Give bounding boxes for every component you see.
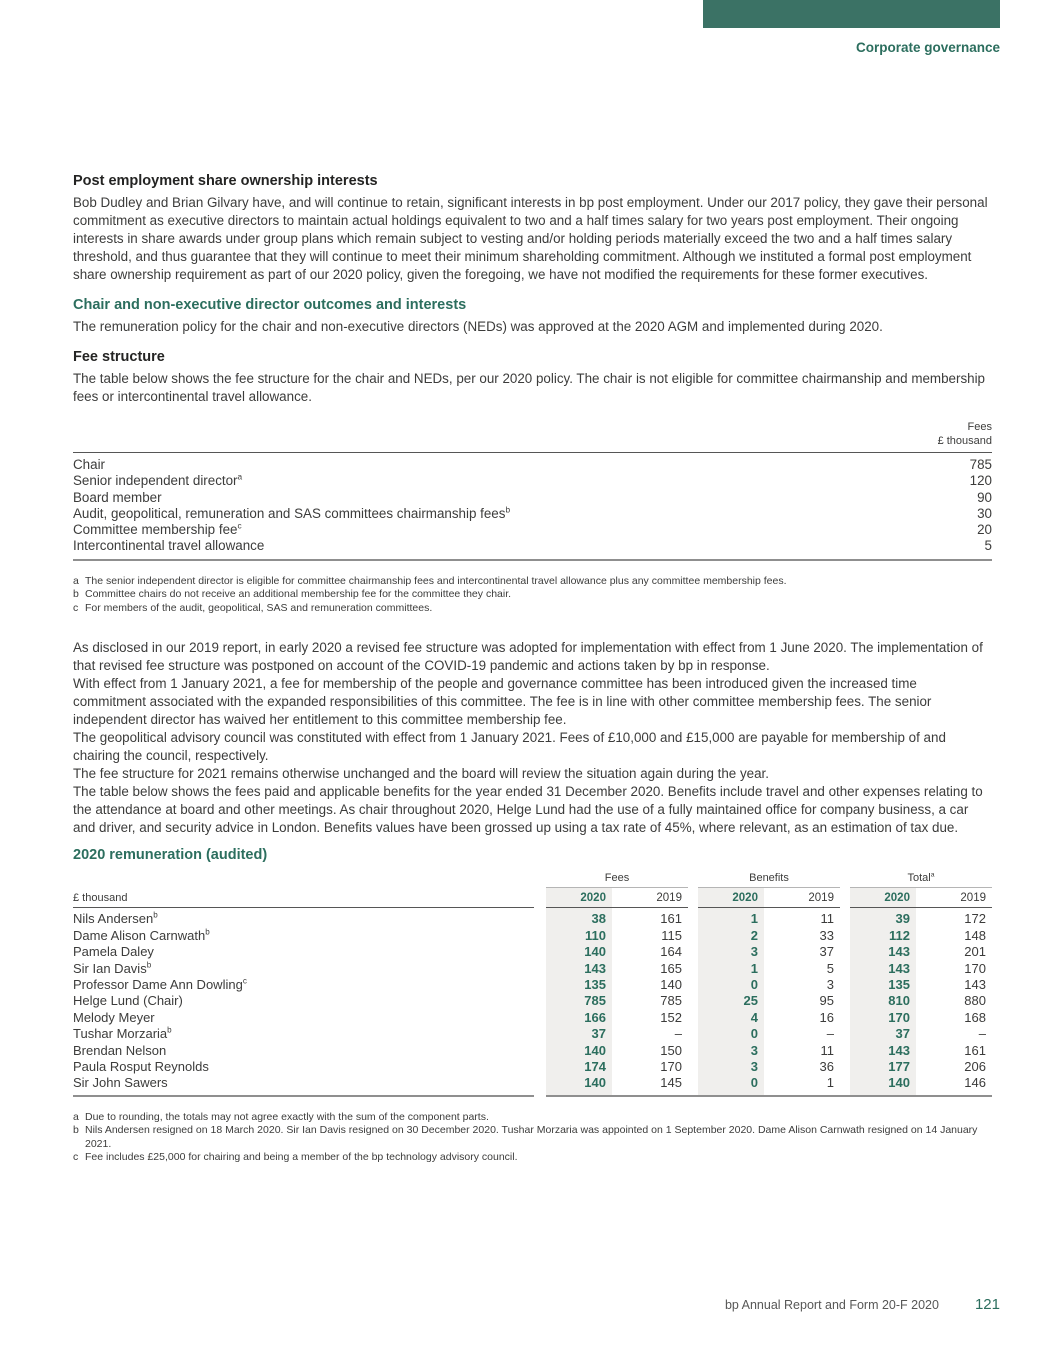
director-name: Pamela Daley — [73, 944, 154, 960]
value-fees-2019: 115 — [661, 927, 682, 943]
value-fees-2020: 166 — [546, 1010, 612, 1026]
value-benefits-2020: 3 — [698, 944, 764, 960]
remuneration-row — [73, 908, 992, 928]
spacer-cell — [534, 1010, 546, 1026]
value-total-2019: 168 — [964, 1009, 986, 1025]
body-paragraph: The fee structure for 2021 remains otherwise unchanged and the board will review the situation again during the year. — [73, 766, 769, 782]
director-name: Sir John Sawers — [73, 1075, 534, 1095]
value-benefits-2020: 0 — [698, 977, 764, 993]
value-fees-2020: 38 — [546, 908, 612, 928]
director-name: Professor Dame Ann Dowling$^c$ — [73, 976, 247, 992]
value-fees-2020: 110 — [546, 928, 612, 944]
spacer-cell — [840, 908, 850, 928]
spacer-cell — [534, 1075, 546, 1095]
value-benefits-2019: 1 — [764, 1075, 840, 1095]
fee-item-label: Board member — [73, 489, 162, 505]
value-fees-2019: 152 — [660, 1009, 682, 1025]
value-benefits-2020: 1 — [698, 961, 764, 977]
value-benefits-2020: 0 — [698, 1075, 764, 1095]
spacer-cell — [688, 908, 698, 928]
fee-table-row — [73, 490, 992, 506]
value-total-2019: 172 — [964, 911, 986, 927]
year-header-2020: 2020 — [850, 888, 916, 908]
value-total-2019: 148 — [964, 927, 986, 943]
footnote — [73, 588, 992, 602]
body-paragraph: With effect from 1 January 2021, a fee for membership of the people and governance committee has been introduced given the increased time commitment associated with the expanded responsibilities of this committee. The fee is in line with other committee membership fees. The senior independent director has waived her entitlement to this committee membership fee. — [73, 676, 932, 728]
footnote-letter: c — [73, 601, 79, 614]
fee-table-header-row — [73, 421, 992, 453]
remuneration-row — [73, 1026, 992, 1042]
value-total-2020: 39 — [850, 908, 916, 928]
fee-table-footnotes — [73, 575, 992, 616]
fee-table-row — [73, 522, 992, 538]
fee-item-label: Committee membership fee$^c$ — [73, 520, 242, 538]
director-name: Dame Alison Carnwath$^b$ — [73, 927, 210, 943]
spacer-cell — [534, 993, 546, 1009]
value-benefits-2020: 2 — [698, 928, 764, 944]
footnote-letter: a — [73, 1110, 79, 1123]
footnote — [73, 575, 992, 589]
group-header-fees: Fees — [546, 872, 688, 888]
fee-structure-intro: The table below shows the fee structure for the chair and NEDs, per our 2020 policy. The chair is not eligible for committee chairmanship and membership fees or intercontinental travel allowance. — [73, 371, 986, 404]
unit-label: £ thousand — [73, 888, 534, 908]
remuneration-row — [73, 1059, 992, 1075]
value-benefits-2019: 3 — [826, 976, 834, 992]
value-fees-2019: 165 — [660, 960, 682, 976]
heading-fee-structure: Fee structure — [73, 349, 165, 365]
fee-item-label: Audit, geopolitical, remuneration and SAS committees chairmanship fees$^b$ — [73, 504, 511, 521]
value-total-2019: – — [978, 1026, 986, 1042]
director-name: Tushar Morzaria$^b$ — [73, 1025, 172, 1042]
spacer-cell — [840, 961, 850, 977]
spacer-cell — [840, 993, 850, 1009]
remuneration-row — [73, 1043, 992, 1059]
spacer-cell — [688, 1010, 698, 1026]
fee-item-value: 120 — [969, 473, 992, 489]
spacer-cell — [840, 1043, 850, 1059]
value-total-2020: 112 — [850, 928, 916, 944]
value-fees-2019: 785 — [660, 993, 682, 1009]
footnote — [73, 602, 992, 616]
value-total-2019: 143 — [964, 976, 986, 992]
fee-item-label: Senior independent director$^a$ — [73, 471, 243, 489]
remuneration-row — [73, 961, 992, 977]
page-number: 121 — [974, 1296, 1000, 1313]
spacer-cell — [534, 961, 546, 977]
fee-table-fees-header — [882, 421, 992, 453]
value-fees-2019: 140 — [660, 976, 682, 992]
value-fees-2019: – — [674, 1026, 682, 1042]
value-total-2020: 143 — [850, 961, 916, 977]
spacer-cell — [840, 928, 850, 944]
value-benefits-2019: – — [826, 1026, 834, 1042]
spacer-cell — [840, 1026, 850, 1042]
director-name: Melody Meyer — [73, 1009, 155, 1025]
footnote-text: The senior independent director is eligible for committee chairmanship fees and intercontinental travel allowance plus any committee membership fees. — [85, 574, 787, 587]
spacer-cell — [688, 1075, 698, 1095]
value-fees-2020: 143 — [546, 961, 612, 977]
value-fees-2020: 140 — [546, 1043, 612, 1059]
value-total-2020: 177 — [850, 1059, 916, 1075]
value-total-2019: 146 — [916, 1075, 992, 1095]
value-total-2019: 161 — [964, 1042, 986, 1058]
director-name: Sir Ian Davis$^b$ — [73, 960, 152, 976]
fee-item-value: 30 — [977, 505, 992, 521]
value-benefits-2019: 11 — [820, 911, 834, 927]
value-fees-2020: 785 — [546, 993, 612, 1009]
value-fees-2019: 170 — [660, 1058, 682, 1074]
remuneration-row — [73, 993, 992, 1009]
page-footer — [725, 1296, 1000, 1313]
footnote — [73, 1151, 992, 1165]
value-benefits-2020: 1 — [698, 908, 764, 928]
value-fees-2019: 150 — [660, 1042, 682, 1058]
value-fees-2020: 135 — [546, 977, 612, 993]
remuneration-group-header-row — [73, 872, 992, 888]
group-header-benefits: Benefits — [698, 872, 840, 888]
body-paragraph: The table below shows the fees paid and applicable benefits for the year ended 31 December 2020. Benefits include travel and other expenses relating to the attendance at board and other meetings. As chair throughout 2020, Helge Lund had the use of a fully maintained office for company business, a car and driver, and security advice in London. Benefits values have been grossed up using a tax rate of 45%, where relevant, as an estimation of tax due. — [73, 784, 983, 836]
value-benefits-2020: 4 — [698, 1010, 764, 1026]
value-fees-2020: 140 — [546, 1075, 612, 1095]
fee-item-value: 20 — [977, 522, 992, 538]
director-name: Paula Rosput Reynolds — [73, 1058, 209, 1074]
value-benefits-2019: 37 — [819, 944, 834, 960]
remuneration-row — [73, 1075, 992, 1095]
spacer-cell — [840, 1010, 850, 1026]
spacer-cell — [688, 928, 698, 944]
spacer-cell — [840, 1075, 850, 1095]
footnote-letter: b — [73, 588, 79, 601]
body-paragraph: The geopolitical advisory council was constituted with effect from 1 January 2021. Fees of £10,000 and £15,000 are payable for membership of and chairing the council, respectively. — [73, 730, 946, 764]
value-total-2020: 135 — [850, 977, 916, 993]
spacer-cell — [534, 944, 546, 960]
fee-item-label: Chair — [73, 457, 105, 472]
group-header-total: Total$^a$ — [850, 872, 992, 888]
fee-table-row — [73, 453, 992, 474]
spacer-cell — [534, 1043, 546, 1059]
value-benefits-2020: 3 — [698, 1043, 764, 1059]
spacer-cell — [840, 944, 850, 960]
value-fees-2019: 164 — [660, 944, 682, 960]
year-header-2020: 2020 — [546, 888, 612, 908]
year-header-2019: 2019 — [612, 888, 688, 908]
director-name: Helge Lund (Chair) — [73, 993, 183, 1009]
spacer-cell — [688, 961, 698, 977]
value-total-2019: 201 — [964, 944, 986, 960]
remuneration-row — [73, 928, 992, 944]
remuneration-footnotes — [73, 1111, 992, 1165]
spacer-cell — [534, 977, 546, 993]
value-benefits-2019: 95 — [819, 993, 834, 1009]
value-total-2019: 206 — [964, 1058, 986, 1074]
remuneration-row — [73, 977, 992, 993]
spacer-cell — [688, 1026, 698, 1042]
body-paragraph: As disclosed in our 2019 report, in early 2020 a revised fee structure was adopted for implementation with effect from 1 June 2020. The implementation of that revised fee structure was postponed on account of the COVID-19 pandemic and actions taken by bp in response. — [73, 640, 983, 674]
remuneration-row — [73, 1010, 992, 1026]
footnote-text: Committee chairs do not receive an additional membership fee for the committee they chair. — [85, 588, 512, 601]
fee-table-row — [73, 538, 992, 559]
post-employment-paragraph: Bob Dudley and Brian Gilvary have, and will continue to retain, significant interests in bp post employment. Under our 2017 policy, they gave their personal commitment as executive directors to maintain actual holdings equivalent to two and a half times salary for two years post employment. Their ongoing interests in share awards under group plans which remain subject to vesting and/or holding periods materially exceed the two and a half times salary threshold, and thus guarantee that they will continue to meet their minimum shareholding commitment. Although we instituted a formal post employment share ownership requirement as part of our 2020 policy, given the foregoing, we have not modified the requirements for these former executives. — [73, 195, 988, 282]
spacer-cell — [840, 1059, 850, 1075]
fee-item-value: 785 — [969, 457, 992, 472]
fee-item-value: 90 — [977, 489, 992, 505]
value-benefits-2020: 3 — [698, 1059, 764, 1075]
spacer-cell — [534, 1059, 546, 1075]
spacer-cell — [688, 993, 698, 1009]
year-header-2019: 2019 — [764, 888, 840, 908]
footnote — [73, 1124, 992, 1151]
footnote-letter: c — [73, 1151, 79, 1164]
spacer-cell — [688, 1043, 698, 1059]
heading-chair-neds: Chair and non-executive director outcomes and interests — [73, 297, 467, 313]
fee-table-empty-header — [73, 421, 882, 453]
spacer-cell — [534, 1026, 546, 1042]
fee-table-row — [73, 506, 992, 522]
footnote — [73, 1111, 992, 1125]
spacer-cell — [688, 944, 698, 960]
value-benefits-2020: 25 — [698, 993, 764, 1009]
fee-structure-table — [73, 421, 992, 561]
value-total-2020: 810 — [850, 993, 916, 1009]
remuneration-row — [73, 944, 992, 960]
value-total-2020: 170 — [850, 1010, 916, 1026]
director-name: Brendan Nelson — [73, 1042, 167, 1058]
footnote-text: For members of the audit, geopolitical, SAS and remuneration committees. — [85, 601, 433, 614]
fee-item-value: 5 — [984, 538, 992, 554]
page-content — [73, 0, 992, 1165]
value-total-2019: 170 — [964, 960, 986, 976]
spacer-cell — [688, 977, 698, 993]
fees-header-line2: £ thousand — [937, 434, 992, 447]
footnote-letter: b — [73, 1124, 79, 1137]
heading-remuneration: 2020 remuneration (audited) — [73, 847, 268, 864]
spacer-cell — [534, 908, 546, 928]
value-benefits-2019: 16 — [819, 1009, 834, 1025]
value-benefits-2019: 11 — [820, 1042, 834, 1058]
spacer-cell — [840, 977, 850, 993]
value-total-2020: 140 — [850, 1075, 916, 1095]
year-header-2020: 2020 — [698, 888, 764, 908]
heading-post-employment: Post employment share ownership interests — [73, 173, 378, 189]
fee-table-row — [73, 473, 992, 489]
value-fees-2020: 37 — [546, 1026, 612, 1042]
value-fees-2020: 140 — [546, 944, 612, 960]
report-title: bp Annual Report and Form 20-F 2020 — [724, 1298, 939, 1312]
value-total-2020: 143 — [850, 1043, 916, 1059]
year-header-2019: 2019 — [916, 888, 992, 908]
value-fees-2019: 161 — [660, 911, 682, 927]
value-total-2020: 37 — [850, 1026, 916, 1042]
value-fees-2019: 145 — [612, 1075, 688, 1095]
section-label: Corporate governance — [855, 40, 1000, 55]
footnote-text: Fee includes £25,000 for chairing and being a member of the bp technology advisory council. — [85, 1151, 518, 1164]
footnote-text: Due to rounding, the totals may not agree exactly with the sum of the component parts. — [85, 1110, 489, 1123]
value-benefits-2019: 36 — [819, 1058, 834, 1074]
footnote-text: Nils Andersen resigned on 18 March 2020. Sir Ian Davis resigned on 30 December 2020. Tushar Morzaria was appointed on 1 September 2020. Dame Alison Carnwath resigned on 14 January 2021. — [85, 1124, 978, 1150]
footnote-letter: a — [73, 574, 79, 587]
value-benefits-2019: 5 — [826, 960, 834, 976]
value-benefits-2019: 33 — [819, 927, 834, 943]
remuneration-year-header-row — [73, 888, 992, 908]
value-total-2020: 143 — [850, 944, 916, 960]
director-name: Nils Andersen$^b$ — [73, 910, 158, 927]
remuneration-table — [73, 872, 992, 1096]
spacer-cell — [534, 928, 546, 944]
fee-item-label: Intercontinental travel allowance — [73, 538, 265, 554]
spacer-cell — [688, 1059, 698, 1075]
value-total-2019: 880 — [964, 993, 986, 1009]
value-benefits-2020: 0 — [698, 1026, 764, 1042]
value-fees-2020: 174 — [546, 1059, 612, 1075]
fees-header-line1: Fees — [967, 421, 992, 433]
chair-neds-paragraph: The remuneration policy for the chair and non-executive directors (NEDs) was approved at the 2020 AGM and implemented during 2020. — [73, 319, 883, 334]
